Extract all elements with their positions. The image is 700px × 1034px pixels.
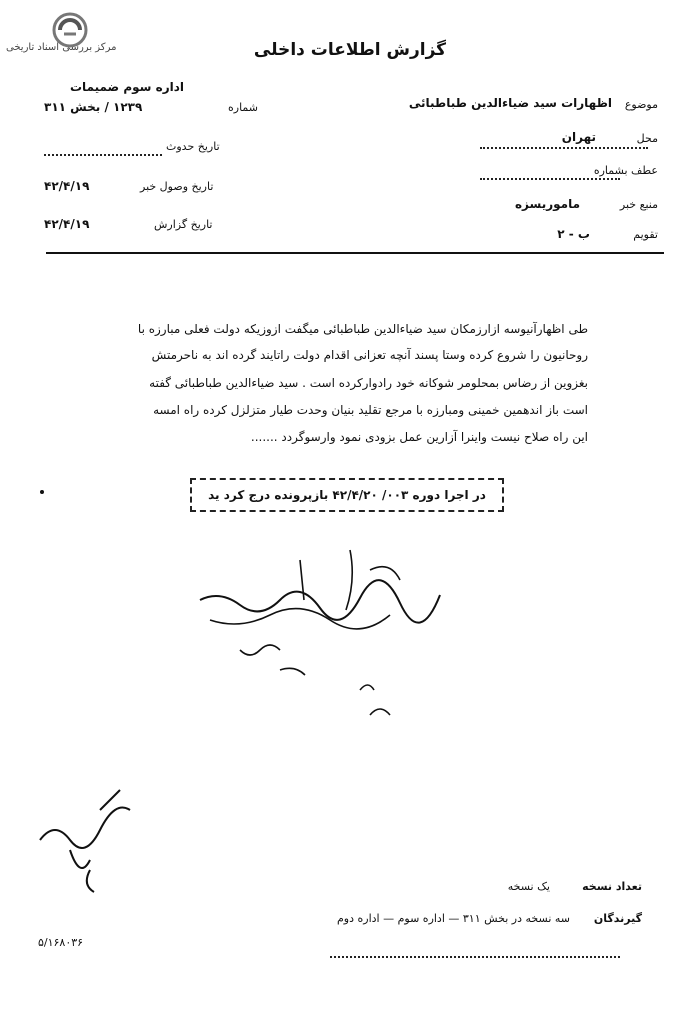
report-date-label: تاریخ گزارش <box>154 218 213 231</box>
archive-caption: مرکز بررسی اسناد تاریخی <box>6 42 117 53</box>
footer-dots <box>330 956 620 958</box>
rating-label: تقویم <box>633 228 658 241</box>
body-line-4: است باز اندهمین خمینی ومبارزه با مرجع تقلید بنیان وحدت طیار متزلزل کرده راه امسه <box>153 403 588 417</box>
body-line-5: این راه صلاح نیست واینرا آزارین عمل بزودی نمود وارسوگردد ....... <box>250 430 588 444</box>
receive-date-value: ۴۲/۴/۱۹ <box>44 179 90 193</box>
rating-value: ب - ۲ <box>557 227 590 241</box>
document-number: ۵/۱۶۸۰۳۶ <box>38 936 84 949</box>
handwritten-note-icon <box>30 780 150 900</box>
event-date-dots <box>44 154 162 156</box>
attachment-dots <box>480 178 620 180</box>
receive-date-label: تاریخ وصول خبر <box>140 180 214 193</box>
source-value: ماموریسزه <box>514 197 580 211</box>
recipients-value: سه نسخه در بخش ۳۱۱ — اداره سوم — اداره دوم <box>337 912 570 925</box>
copies-value: یک نسخه <box>507 880 550 893</box>
recipients-label: گیرندگان <box>593 912 642 925</box>
attachment-label: عطف بشماره <box>593 164 658 177</box>
body-line-1: طی اظهارآنیوسه ازارزمکان سید ضیاءالدین طباطبائی میگفت ازوزیکه دولت فعلی مبارزه با <box>137 322 588 336</box>
header-divider <box>46 252 664 254</box>
subject-label: موضوع <box>624 98 658 111</box>
number-label: شماره <box>228 101 259 114</box>
place-label: محل <box>636 132 658 145</box>
place-dots <box>480 147 648 149</box>
margin-dot <box>40 490 44 494</box>
place-value: تهران <box>558 130 600 144</box>
subject-value: اظهارات سید ضیاءالدین طباطبائی <box>408 96 612 110</box>
body-line-3: بغزوین از رضاس بمحلومر شوکانه خود رادوارکرده است . سید ضیاءالدین طباطبائی گفته <box>149 376 588 390</box>
handwritten-signature-icon <box>160 540 500 730</box>
event-date-label: تاریخ حدوث <box>166 140 220 153</box>
report-date-value: ۴۲/۴/۱۹ <box>44 217 90 231</box>
number-value: ۱۲۳۹ / بخش ۳۱۱ <box>44 100 143 114</box>
body-line-2: روحانیون را شروع کرده وستا پسند آنچه تعزانی اقدام دولت راتایند گرده اند به ناحرمتش <box>151 348 588 362</box>
archive-stamp: در اجرا دوره ۰۰۳/ ۴۲/۴/۲۰ بازپرونده درج کرد ید <box>190 478 504 512</box>
copies-label: تعداد نسخه <box>582 880 642 893</box>
office-value: اداره سوم ضمیمات <box>70 80 184 94</box>
source-label: منبع خبر <box>619 198 658 211</box>
report-title: گزارش اطلاعات داخلی <box>253 40 447 60</box>
